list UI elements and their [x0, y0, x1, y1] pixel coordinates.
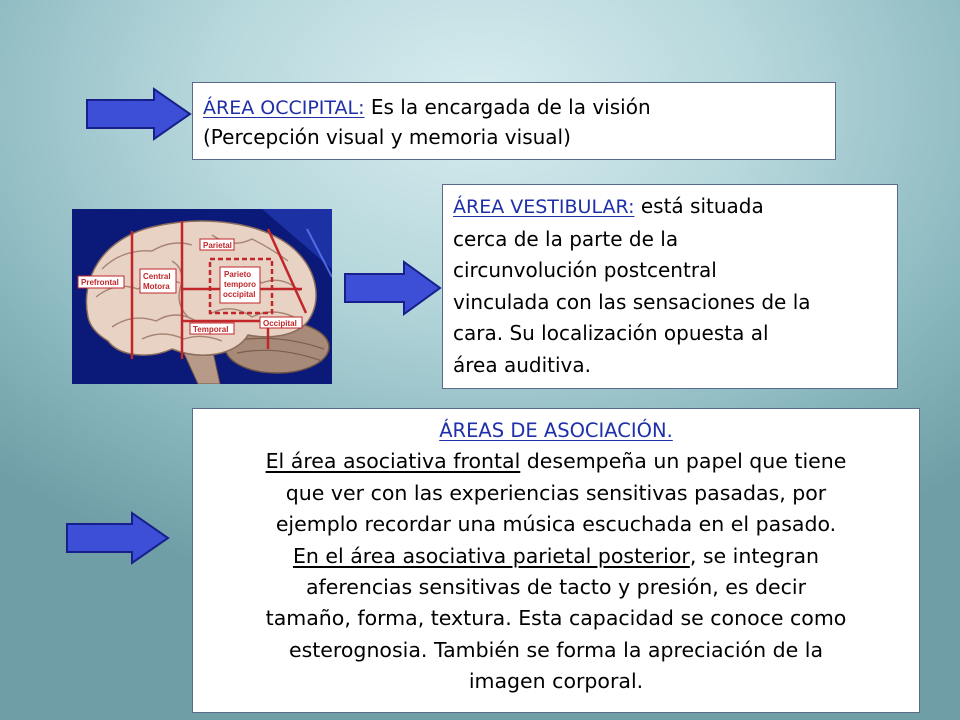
- brain-lobes-image: [72, 209, 332, 384]
- occipital-heading: ÁREA OCCIPITAL:: [203, 97, 365, 119]
- asociacion-p1-rest: desempeña un papel que tiene: [520, 449, 847, 474]
- vestibular-line-3: circunvolución postcentral: [453, 258, 717, 282]
- label-temporo: temporo: [224, 280, 256, 289]
- label-occipital-small: occipital: [223, 290, 256, 299]
- arrow-asociacion-icon: [64, 510, 172, 566]
- vestibular-line-5: cara. Su localización opuesta al: [453, 321, 769, 345]
- asociacion-heading: ÁREAS DE ASOCIACIÓN.: [439, 419, 673, 442]
- asociacion-p2-line-3: tamaño, forma, textura. Esta capacidad se conoce como: [265, 606, 847, 631]
- label-prefrontal: Prefrontal: [81, 278, 119, 287]
- asociacion-heading-line: [199, 415, 913, 446]
- arrow-occipital-icon: [84, 86, 194, 142]
- asociacion-p2-line-1: [199, 541, 913, 572]
- vestibular-line-6: área auditiva.: [453, 352, 591, 377]
- asociacion-p2-rest: , se integran: [689, 543, 820, 568]
- asociacion-p1-line-1: [199, 446, 913, 477]
- vestibular-text-1: está situada: [634, 194, 764, 218]
- occipital-line-1: [203, 93, 825, 123]
- vestibular-heading: ÁREA VESTIBULAR:: [453, 196, 635, 218]
- label-parieto: Parieto: [224, 270, 252, 279]
- vestibular-line-1: [453, 191, 889, 224]
- asociacion-p2-line-2: aferencias sensitivas de tacto y presión, es decir: [305, 575, 807, 600]
- label-occipital: Occipital: [263, 319, 297, 328]
- asociacion-p1-line-2: que ver con las experiencias sensitivas pasadas, por: [285, 480, 827, 505]
- occipital-description: Es la encargada de la visión: [364, 95, 651, 119]
- vestibular-text-box: [442, 184, 898, 389]
- asociacion-p1-line-3: ejemplo recordar una música escuchada en el pasado.: [275, 512, 837, 537]
- vestibular-line-2: cerca de la parte de la: [453, 226, 679, 251]
- vestibular-line-4: vinculada con las sensaciones de la: [453, 289, 811, 314]
- arrow-vestibular-icon: [342, 259, 444, 317]
- label-central: Central: [143, 272, 171, 281]
- asociacion-p2-line-5: imagen corporal.: [468, 669, 644, 694]
- occipital-text-box: [192, 82, 836, 160]
- label-parietal: Parietal: [203, 241, 232, 250]
- parietal-area-term: En el área asociativa parietal posterior: [292, 543, 690, 568]
- asociacion-text-box: [192, 408, 920, 713]
- asociacion-p2-line-4: esterognosia. También se forma la apreciación de la: [288, 637, 824, 662]
- frontal-area-term: El área asociativa frontal: [265, 449, 521, 474]
- occipital-line-2: (Percepción visual y memoria visual): [203, 125, 571, 149]
- label-temporal: Temporal: [193, 325, 229, 334]
- label-motora: Motora: [143, 282, 170, 291]
